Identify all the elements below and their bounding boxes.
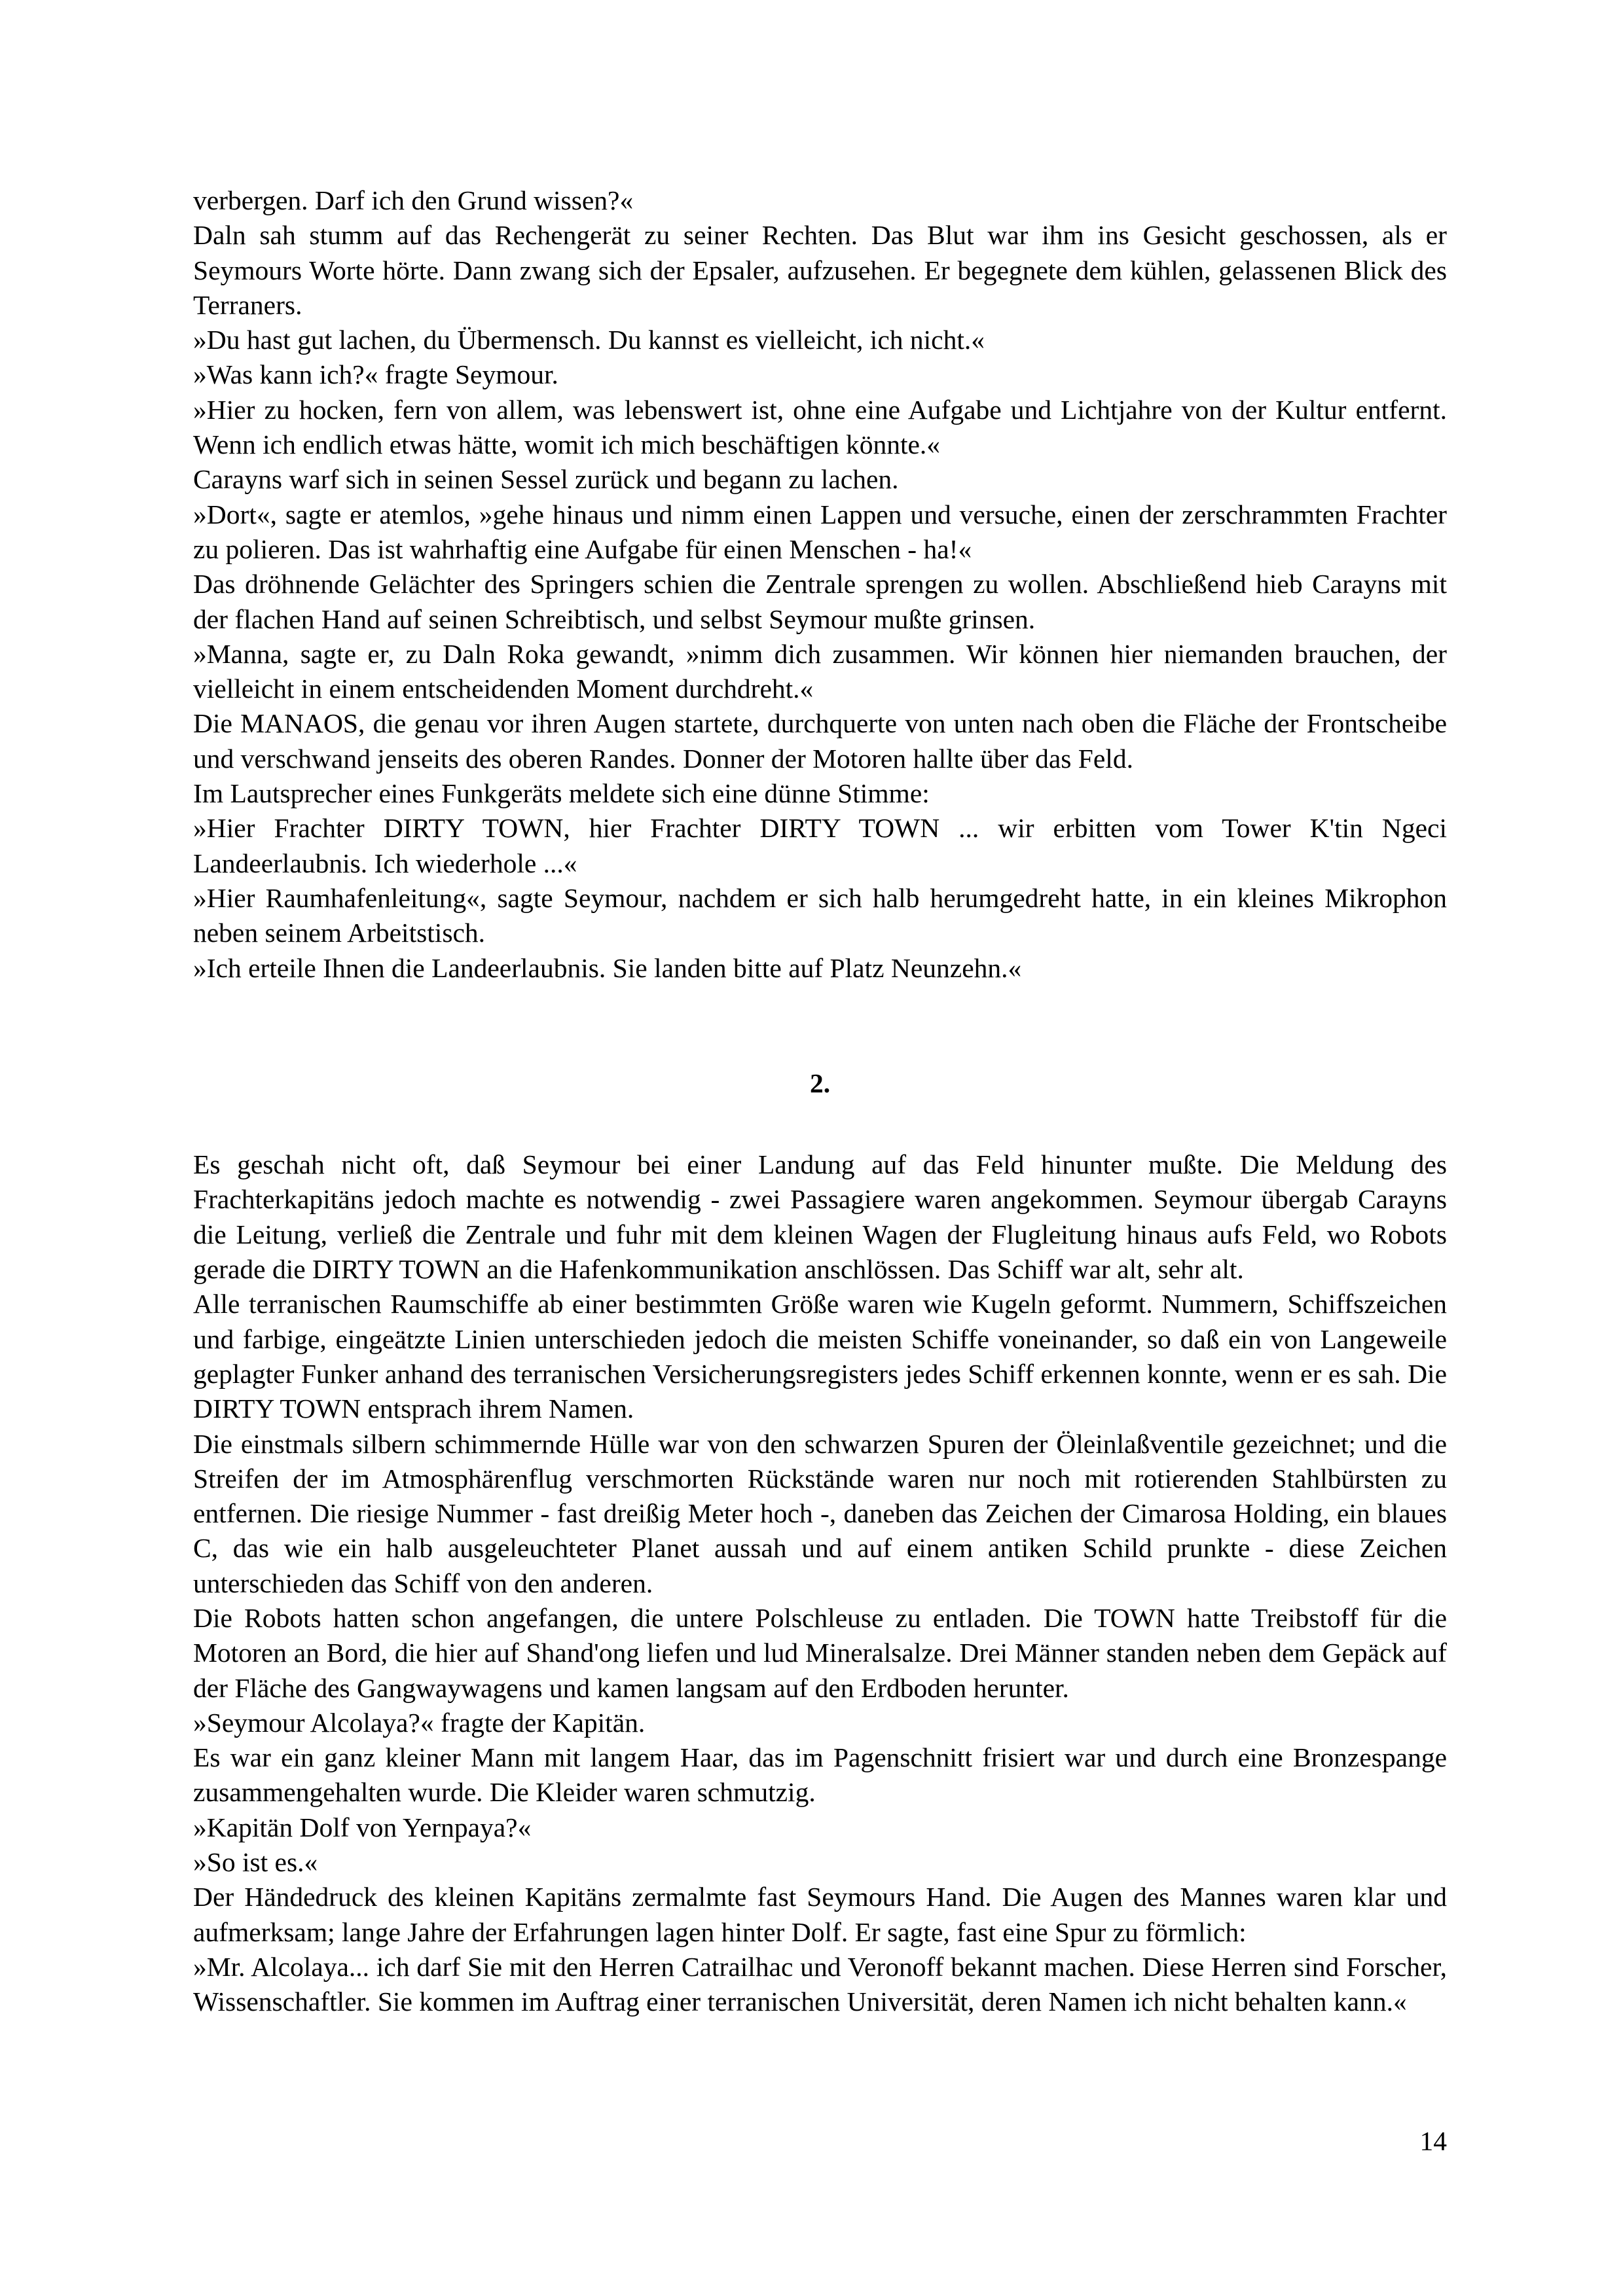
paragraph: verbergen. Darf ich den Grund wissen?« [193, 185, 634, 215]
paragraph: »Manna, sagte er, zu Daln Roka gewandt, »nimm dich zusammen. Wir können hier niemanden brauchen, der vielleicht in einem entscheidenden Moment durchdreht.« [193, 638, 1447, 704]
chapter-heading: 2. [809, 1067, 831, 1098]
paragraph: »Hier Frachter DIRTY TOWN, hier Frachter DIRTY TOWN ... wir erbitten vom Tower K'tin Ngeci Landeerlaubnis. Ich wiederhole ...« [193, 813, 1447, 878]
paragraph: »Dort«, sagte er atemlos, »gehe hinaus und nimm einen Lappen und versuche, einen der zerschrammten Frachter zu polieren. Das ist wahrhaftig eine Aufgabe für einen Menschen - ha!« [193, 499, 1447, 564]
paragraph: Daln sah stumm auf das Rechengerät zu seiner Rechten. Das Blut war ihm ins Gesicht geschossen, als er Seymours Worte hörte. Dann zwang sich der Epsaler, aufzusehen. Er begegnete dem kühlen, gelassenen Blick des Terraners. [193, 220, 1447, 320]
paragraph: Es geschah nicht oft, daß Seymour bei einer Landung auf das Feld hinunter mußte. Die Meldung des Frachterkapitäns jedoch machte es notwendig - zwei Passagiere waren angekommen. Seymour übergab Carayns die Leitung, verließ die Zentrale und fuhr mit dem kleinen Wagen der Flugleitung hinaus aufs Feld, wo Robots gerade die DIRTY TOWN an die Hafenkommunikation anschlössen. Das Schiff war alt, sehr alt. [193, 1149, 1447, 1285]
paragraph: »Du hast gut lachen, du Übermensch. Du kannst es vielleicht, ich nicht.« [193, 325, 985, 355]
paragraph: »So ist es.« [193, 1847, 318, 1878]
paragraph: Der Händedruck des kleinen Kapitäns zermalmte fast Seymours Hand. Die Augen des Mannes waren klar und aufmerksam; lange Jahre der Erfahrungen lagen hinter Dolf. Er sagte, fast eine Spur zu förmlich: [193, 1882, 1447, 1947]
paragraph: »Mr. Alcolaya... ich darf Sie mit den Herren Catrailhac und Veronoff bekannt machen. Diese Herren sind Forscher, Wissenschaftler. Sie kommen im Auftrag einer terranischen Universität, deren Namen ich nicht behalten kann.« [193, 1951, 1447, 2017]
paragraph: »Ich erteile Ihnen die Landeerlaubnis. Sie landen bitte auf Platz Neunzehn.« [193, 952, 1022, 983]
section-two [193, 1147, 1447, 2019]
paragraph: Die einstmals silbern schimmernde Hülle war von den schwarzen Spuren der Öleinlaßventile gezeichnet; und die Streifen der im Atmosphärenflug verschmorten Rückstände waren nur noch mit rotierenden Stahlbürsten zu entfernen. Die riesige Nummer - fast dreißig Meter hoch -, daneben das Zeichen der Cimarosa Holding, ein blaues C, das wie ein halb ausgeleuchteter Planet aussah und auf einem antiken Schild prunkte - diese Zeichen unterschieden das Schiff von den anderen. [193, 1428, 1447, 1598]
section-one [193, 183, 1447, 986]
paragraph: Die Robots hatten schon angefangen, die untere Polschleuse zu entladen. Die TOWN hatte Treibstoff für die Motoren an Bord, die hier auf Shand'ong liefen und lud Mineralsalze. Drei Männer standen neben dem Gepäck auf der Fläche des Gangwaywagens und kamen langsam auf den Erdboden herunter. [193, 1602, 1447, 1703]
paragraph: Carayns warf sich in seinen Sessel zurück und begann zu lachen. [193, 464, 899, 495]
paragraph: »Hier zu hocken, fern von allem, was lebenswert ist, ohne eine Aufgabe und Lichtjahre von der Kultur entfernt. Wenn ich endlich etwas hätte, womit ich mich beschäftigen könnte.« [193, 394, 1447, 460]
page-number: 14 [1419, 2126, 1447, 2156]
paragraph: »Seymour Alcolaya?« fragte der Kapitän. [193, 1707, 646, 1738]
paragraph: »Kapitän Dolf von Yernpaya?« [193, 1812, 532, 1842]
paragraph: »Hier Raumhafenleitung«, sagte Seymour, nachdem er sich halb herumgedreht hatte, in ein kleines Mikrophon neben seinem Arbeitstisch. [193, 882, 1447, 948]
paragraph: Die MANAOS, die genau vor ihren Augen startete, durchquerte von unten nach oben die Fläche der Frontscheibe und verschwand jenseits des oberen Randes. Donner der Motoren hallte über das Feld. [193, 708, 1447, 774]
paragraph: Es war ein ganz kleiner Mann mit langem Haar, das im Pagenschnitt frisiert war und durch eine Bronzespange zusammengehalten wurde. Die Kleider waren schmutzig. [193, 1742, 1447, 1808]
paragraph: Alle terranischen Raumschiffe ab einer bestimmten Größe waren wie Kugeln geformt. Nummern, Schiffszeichen und farbige, eingeätzte Linien unterschieden jedoch die meisten Schiffe voneinander, so daß ein von Langeweile geplagter Funker anhand des terranischen Versicherungsregisters jedes Schiff erkennen konnte, wenn er es sah. Die DIRTY TOWN entsprach ihrem Namen. [193, 1289, 1447, 1424]
paragraph: Das dröhnende Gelächter des Springers schien die Zentrale sprengen zu wollen. Abschließend hieb Carayns mit der flachen Hand auf seinen Schreibtisch, und selbst Seymour mußte grinsen. [193, 569, 1447, 634]
paragraph: Im Lautsprecher eines Funkgeräts meldete sich eine dünne Stimme: [193, 778, 930, 809]
document-body [193, 183, 1447, 2020]
paragraph: »Was kann ich?« fragte Seymour. [193, 359, 558, 390]
